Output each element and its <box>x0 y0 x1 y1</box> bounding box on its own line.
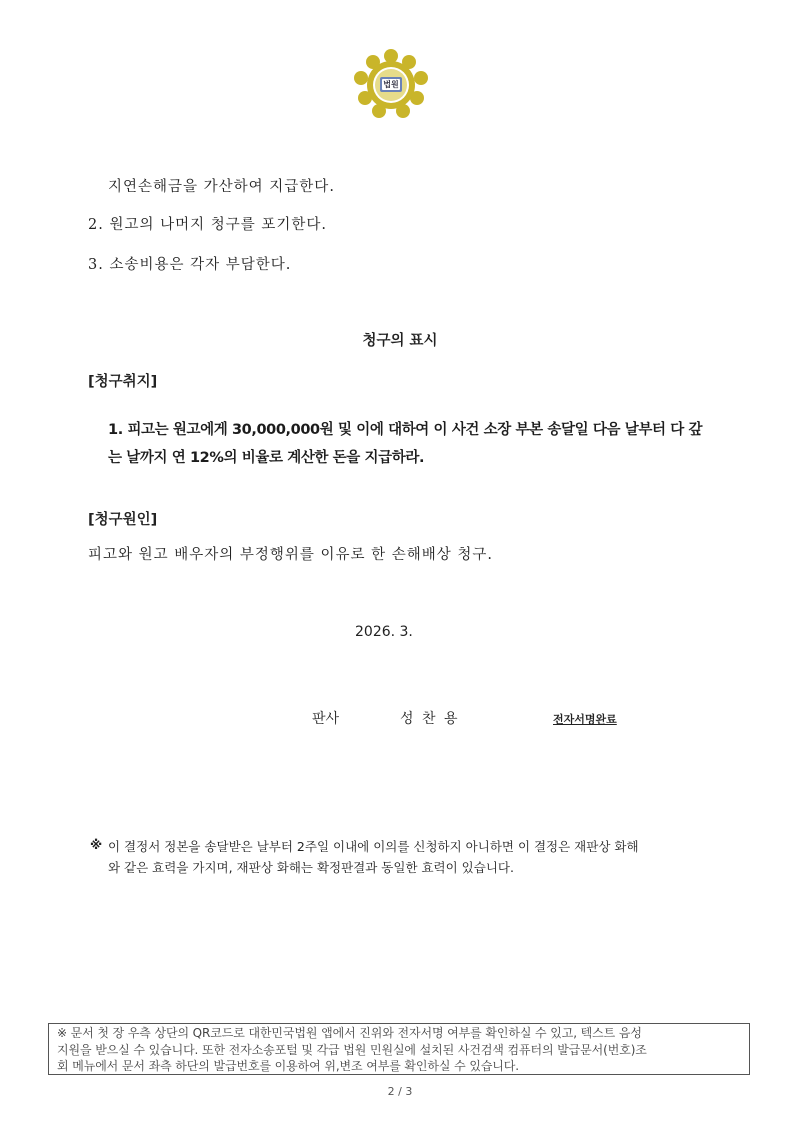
footer-line-2: 지원을 받으실 수 있습니다. 또한 전자소송포털 및 각급 법원 민원실에 설치된 사건검색 컴퓨터의 발급문서(번호)조 <box>57 1042 647 1057</box>
notice-symbol: ※ <box>90 837 103 852</box>
intro-line: 지연손해금을 가산하여 지급한다. <box>108 179 335 195</box>
seal-label: 법원 <box>383 80 399 89</box>
item-2: 2. 원고의 나머지 청구를 포기한다. <box>88 217 327 233</box>
claim-cause-text: 피고와 원고 배우자의 부정행위를 이유로 한 손해배상 청구. <box>88 547 494 563</box>
claim-purpose-heading: [청구취지] <box>88 374 158 390</box>
item-3: 3. 소송비용은 각자 부담한다. <box>88 257 292 273</box>
claim-purpose-line-1: 1. 피고는 원고에게 30,000,000원 및 이에 대하여 이 사건 소장 부본 송달일 다음 날부터 다 갚 <box>108 422 703 438</box>
notice-line-2: 와 같은 효력을 가지며, 재판상 화해는 확정판결과 동일한 효력이 있습니다. <box>108 860 514 875</box>
decision-date: 2026. 3. <box>355 624 413 640</box>
claim-cause-heading: [청구원인] <box>88 512 158 528</box>
verification-footer <box>48 1023 750 1075</box>
claim-title: 청구의 표시 <box>362 333 438 349</box>
footer-line-3: 회 메뉴에서 문서 좌측 하단의 발급번호를 이용하여 위,변조 여부를 확인하실 수 있습니다. <box>57 1059 520 1073</box>
court-emblem <box>353 48 429 120</box>
judge-name: 성 찬 용 <box>400 711 460 727</box>
signature-status: 전자서명완료 <box>553 713 617 726</box>
claim-purpose-line-2: 는 날까지 연 12%의 비율로 계산한 돈을 지급하라. <box>108 450 425 466</box>
notice-line-1: 이 결정서 정본을 송달받은 날부터 2주일 이내에 이의를 신청하지 아니하면 이 결정은 재판상 화해 <box>108 839 639 854</box>
page-number: 2 / 3 <box>387 1085 413 1098</box>
judge-title: 판사 <box>312 711 340 727</box>
footer-line-1: ※ 문서 첫 장 우측 상단의 QR코드로 대한민국법원 앱에서 진위와 전자서명 여부를 확인하실 수 있고, 텍스트 음성 <box>57 1026 642 1040</box>
